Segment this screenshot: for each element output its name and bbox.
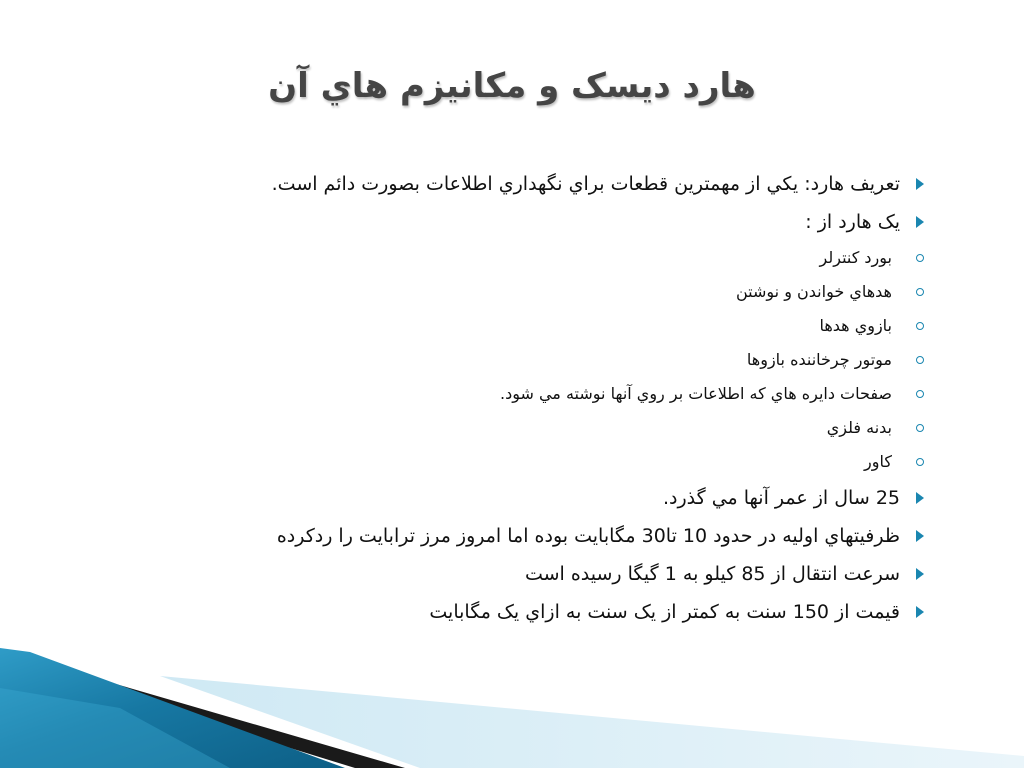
- circle-bullet-icon: [916, 254, 924, 262]
- sub-list-item-text: هدهاي خواندن و نوشتن: [736, 282, 892, 301]
- list-item: [104, 517, 924, 555]
- list-item: [104, 593, 924, 631]
- triangle-bullet-icon: [916, 530, 924, 542]
- circle-bullet-icon: [916, 322, 924, 330]
- sub-list-item: [104, 309, 924, 343]
- triangle-bullet-icon: [916, 606, 924, 618]
- triangle-bullet-icon: [916, 568, 924, 580]
- sub-list-item: [104, 411, 924, 445]
- list-item-text: ظرفیتهاي اولیه در حدود 10 تا30 مگابایت بوده اما امروز مرز ترابایت را ردکرده: [276, 525, 900, 547]
- slide-title: هارد دیسک و مکانیزم هاي آن: [268, 66, 756, 106]
- list-item: [104, 203, 924, 241]
- triangle-bullet-icon: [916, 178, 924, 190]
- sub-list-item: [104, 343, 924, 377]
- sub-list-item: [104, 377, 924, 411]
- sub-list-item-text: صفحات دايره هاي كه اطلاعات بر روي آنها نوشته مي شود.: [499, 384, 892, 403]
- list-item-text: سرعت انتقال از 85 کیلو به 1 گیگا رسیده است: [524, 563, 900, 585]
- list-item-text: تعریف هارد: يكي از مهمترین قطعات براي نگهداري اطلاعات بصورت دائم است.: [271, 173, 900, 195]
- circle-bullet-icon: [916, 458, 924, 466]
- list-item-text: قیمت از 150 سنت به کمتر از یک سنت به ازاي یک مگابایت: [429, 601, 900, 623]
- triangle-bullet-icon: [916, 492, 924, 504]
- sub-list-item-text: بازوي هدها: [819, 316, 892, 335]
- list-item: [104, 165, 924, 203]
- circle-bullet-icon: [916, 390, 924, 398]
- list-item: [104, 555, 924, 593]
- bullet-list: [104, 165, 924, 631]
- decorative-wave-graphic: [0, 648, 1024, 768]
- list-item-text: 25 سال از عمر آنها مي گذرد.: [662, 487, 900, 509]
- sub-list-item: [104, 275, 924, 309]
- sub-list-item-text: موتور چرخاننده بازوها: [746, 350, 892, 369]
- sub-list-item-text: کاور: [864, 452, 892, 471]
- triangle-bullet-icon: [916, 216, 924, 228]
- circle-bullet-icon: [916, 356, 924, 364]
- sub-list-item: [104, 445, 924, 479]
- sub-list-item-text: بدنه فلزي: [826, 418, 892, 437]
- circle-bullet-icon: [916, 424, 924, 432]
- sub-list-item: [104, 241, 924, 275]
- sub-list-item-text: بورد کنترلر: [819, 248, 892, 267]
- list-item: [104, 479, 924, 517]
- circle-bullet-icon: [916, 288, 924, 296]
- list-item-text: یک هارد از :: [805, 211, 900, 233]
